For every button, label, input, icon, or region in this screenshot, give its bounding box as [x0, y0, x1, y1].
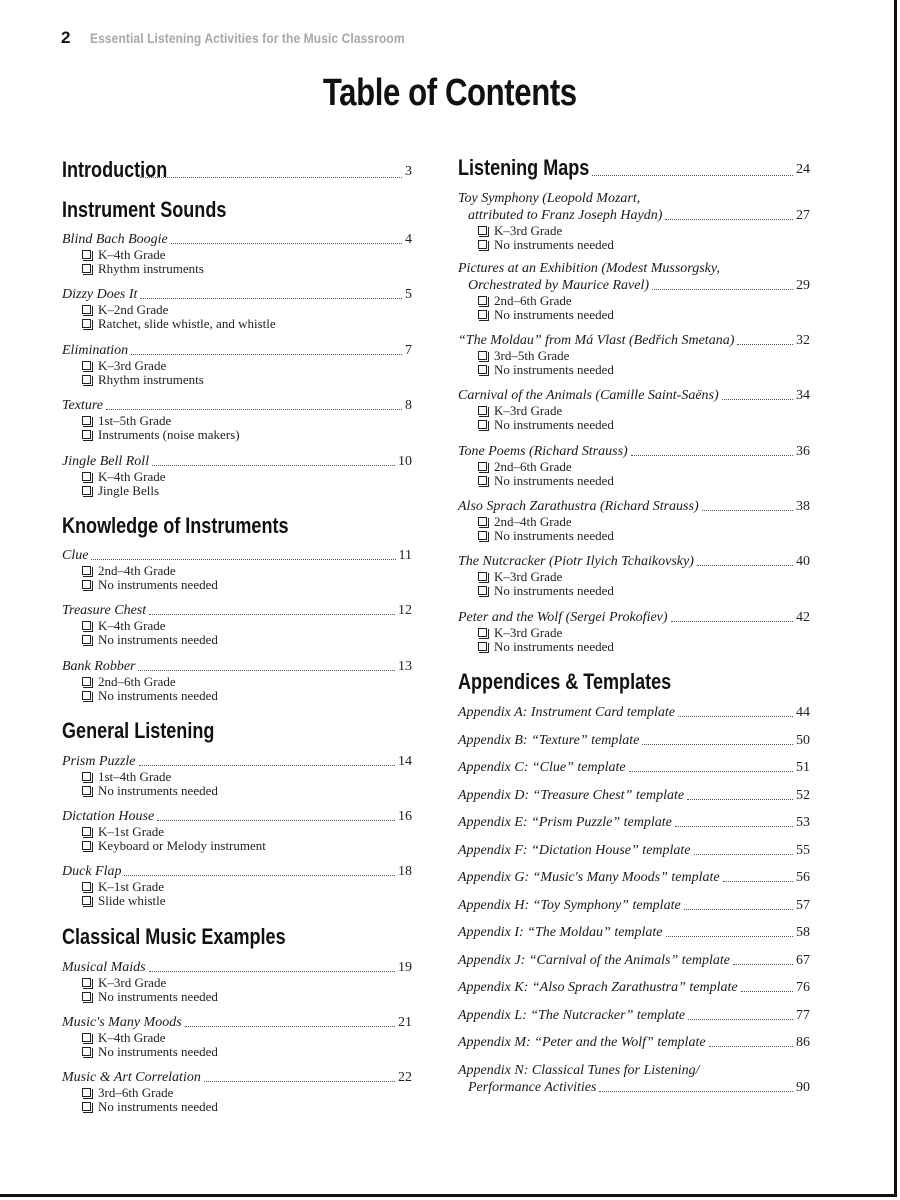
toc-entry-page: 18 — [398, 864, 412, 879]
checkbox-bullet-icon — [82, 1047, 91, 1056]
checkbox-bullet-icon — [82, 486, 91, 495]
checkbox-bullet-icon — [478, 310, 487, 319]
checkbox-bullet-icon — [478, 226, 487, 235]
toc-entry-page: 76 — [796, 980, 810, 995]
section-heading-listening-maps[interactable]: Listening Maps 24 — [458, 155, 810, 180]
dot-leader — [688, 1019, 793, 1020]
toc-entry-appendix-g-music-s-many-moods-template[interactable] — [458, 868, 810, 885]
toc-entry-prism-puzzle[interactable] — [62, 752, 412, 797]
toc-entry-title: Appendix L: “The Nutcracker” template — [458, 1007, 686, 1023]
section-heading-introduction[interactable]: Introduction 3 — [62, 157, 412, 182]
toc-entry-detail: No instruments needed — [458, 639, 810, 653]
dot-leader — [91, 559, 395, 560]
toc-entry-title: Prism Puzzle — [62, 754, 136, 769]
checkbox-bullet-icon — [82, 250, 91, 259]
toc-entry-music-s-many-moods[interactable] — [62, 1013, 412, 1058]
toc-entry-detail: K–2nd Grade — [62, 302, 412, 316]
toc-entry-detail: 2nd–6th Grade — [458, 459, 810, 473]
toc-entry-detail: K–4th Grade — [62, 247, 412, 261]
toc-entry-title: Musical Maids — [62, 960, 146, 975]
checkbox-bullet-icon — [478, 420, 487, 429]
checkbox-bullet-icon — [478, 531, 487, 540]
toc-entry-title: Dictation House — [62, 809, 155, 824]
toc-entry-detail: Instruments (noise makers) — [62, 427, 412, 441]
toc-entry-jingle-bell-roll[interactable] — [62, 452, 412, 497]
toc-entry-title: Music's Many Moods — [62, 1015, 182, 1030]
dot-leader — [665, 219, 793, 220]
toc-entry-title: Dizzy Does It — [62, 287, 138, 302]
toc-entry-title-cont: attributed to Franz Joseph Haydn) — [468, 208, 663, 223]
checkbox-bullet-icon — [478, 240, 487, 249]
toc-entry-appendix-m-peter-and-the-wolf-template[interactable] — [458, 1033, 810, 1050]
toc-entry-detail: K–3rd Grade — [458, 223, 810, 237]
toc-entry-carnival-of-the-animals-camille-saint-sa[interactable] — [458, 386, 810, 431]
toc-entry-detail: K–3rd Grade — [62, 358, 412, 372]
toc-entry-page: 51 — [796, 760, 810, 775]
dot-leader — [139, 765, 396, 766]
checkbox-bullet-icon — [82, 1088, 91, 1097]
toc-entry-music-art-correlation[interactable] — [62, 1068, 412, 1113]
toc-entry-appendix-e-prism-puzzle-template[interactable] — [458, 813, 810, 830]
toc-entry-page: 10 — [398, 454, 412, 469]
checkbox-bullet-icon — [478, 296, 487, 305]
dot-leader — [697, 565, 793, 566]
dot-leader — [185, 1026, 395, 1027]
toc-entry-detail: 1st–4th Grade — [62, 769, 412, 783]
toc-entry-appendix-h-toy-symphony-template[interactable] — [458, 896, 810, 913]
toc-entry-detail: K–4th Grade — [62, 469, 412, 483]
dot-leader — [666, 936, 793, 937]
section-heading-instrument-sounds: Instrument Sounds — [62, 197, 227, 222]
toc-entry-title: Jingle Bell Roll — [62, 454, 150, 469]
toc-entry-elimination[interactable] — [62, 341, 412, 386]
toc-entry-title: Appendix D: “Treasure Chest” template — [458, 787, 685, 803]
toc-entry-detail: No instruments needed — [62, 1044, 412, 1058]
toc-entry-title: “The Moldau” from Má Vlast (Bedřich Smetana) — [458, 333, 735, 348]
toc-entry-page: 7 — [405, 343, 412, 358]
checkbox-bullet-icon — [82, 992, 91, 1001]
dot-leader — [737, 344, 793, 345]
dot-leader — [157, 820, 395, 821]
toc-entry-detail: Jingle Bells — [62, 483, 412, 497]
toc-entry-page: 38 — [796, 499, 810, 514]
toc-entry-detail: K–4th Grade — [62, 618, 412, 632]
section-heading-general-listening: General Listening — [62, 718, 215, 743]
toc-entry-detail: Keyboard or Melody instrument — [62, 838, 412, 852]
toc-entry-title: Peter and the Wolf (Sergei Prokofiev) — [458, 610, 668, 625]
toc-entry-clue[interactable] — [62, 546, 412, 591]
dot-leader — [709, 1046, 793, 1047]
toc-entry-title: Blind Bach Boogie — [62, 232, 168, 247]
dot-leader — [106, 409, 402, 410]
checkbox-bullet-icon — [82, 896, 91, 905]
toc-entry-appendix-j-carnival-of-the-animals-templ[interactable] — [458, 951, 810, 968]
dot-leader — [138, 670, 395, 671]
dot-leader — [642, 744, 793, 745]
toc-entry-page: 13 — [398, 659, 412, 674]
dot-leader — [675, 826, 793, 827]
toc-entry-appendix-b-texture-template[interactable] — [458, 731, 810, 748]
toc-entry-title: Carnival of the Animals (Camille Saint-Saëns) — [458, 388, 719, 403]
toc-entry-page: 90 — [796, 1079, 810, 1095]
page-number: 2 — [61, 28, 71, 47]
toc-entry-page: 16 — [398, 809, 412, 824]
checkbox-bullet-icon — [82, 264, 91, 273]
toc-entry-page: 36 — [796, 444, 810, 459]
toc-entry-detail: No instruments needed — [458, 307, 810, 321]
toc-entry-detail: K–1st Grade — [62, 824, 412, 838]
toc-entry-musical-maids[interactable] — [62, 958, 412, 1003]
toc-entry-detail: No instruments needed — [458, 362, 810, 376]
toc-entry-detail: No instruments needed — [62, 632, 412, 646]
toc-entry-peter-and-the-wolf-sergei-prokofiev[interactable] — [458, 608, 810, 653]
toc-entry-appendix-n-classical-tunes-for-listening[interactable] — [458, 1061, 810, 1095]
checkbox-bullet-icon — [82, 882, 91, 891]
toc-entry-appendix-k-also-sprach-zarathustra-templ[interactable] — [458, 978, 810, 995]
dot-leader — [629, 771, 793, 772]
toc-entry-detail: 2nd–4th Grade — [458, 514, 810, 528]
toc-entry-title: Appendix K: “Also Sprach Zarathustra” template — [458, 980, 738, 995]
toc-entry-detail: Ratchet, slide whistle, and whistle — [62, 316, 412, 330]
toc-entry-title: Bank Robber — [62, 659, 136, 674]
checkbox-bullet-icon — [82, 361, 91, 370]
toc-entry-detail: 2nd–6th Grade — [62, 674, 412, 688]
toc-entry-page: 29 — [796, 278, 810, 293]
toc-entry-detail: Rhythm instruments — [62, 372, 412, 386]
toc-entry-treasure-chest[interactable] — [62, 601, 412, 646]
toc-entry-page: 53 — [796, 815, 810, 830]
checkbox-bullet-icon — [82, 416, 91, 425]
dot-leader — [741, 991, 793, 992]
toc-entry-detail: 3rd–6th Grade — [62, 1085, 412, 1099]
dot-leader — [687, 799, 793, 800]
toc-entry-detail: K–3rd Grade — [458, 569, 810, 583]
dot-leader — [733, 964, 793, 965]
toc-entry-appendix-d-treasure-chest-template[interactable] — [458, 786, 810, 803]
toc-entry-duck-flap[interactable] — [62, 862, 412, 907]
checkbox-bullet-icon — [82, 621, 91, 630]
toc-entry-title: Elimination — [62, 343, 129, 358]
toc-entry-title: Appendix M: “Peter and the Wolf” template — [458, 1035, 706, 1050]
toc-entry-page: 57 — [796, 897, 810, 913]
dot-leader — [149, 971, 395, 972]
page-header — [61, 28, 456, 48]
toc-entry-title: Toy Symphony (Leopold Mozart, — [458, 191, 641, 206]
toc-entry-title: Also Sprach Zarathustra (Richard Strauss) — [458, 499, 699, 514]
toc-entry-title: Appendix G: “Music's Many Moods” template — [458, 870, 720, 885]
checkbox-bullet-icon — [82, 827, 91, 836]
toc-entry-page: 11 — [398, 548, 412, 563]
toc-entry-title: Appendix F: “Dictation House” template — [458, 842, 691, 858]
dot-leader — [671, 621, 793, 622]
book-title: Essential Listening Activities for the Music Classroom — [90, 30, 406, 46]
toc-entry-also-sprach-zarathustra-richard-strauss[interactable] — [458, 497, 810, 542]
toc-entry-title: Music & Art Correlation — [62, 1070, 201, 1085]
toc-entry-page: 8 — [405, 398, 412, 413]
checkbox-bullet-icon — [82, 319, 91, 328]
toc-entry-dizzy-does-it[interactable] — [62, 285, 412, 330]
toc-entry-page: 14 — [398, 754, 412, 769]
toc-entry-page: 32 — [796, 333, 810, 348]
toc-entry-page: 5 — [405, 287, 412, 302]
toc-entry-detail: 3rd–5th Grade — [458, 348, 810, 362]
toc-entry-title-cont: Orchestrated by Maurice Ravel) — [468, 278, 650, 293]
checkbox-bullet-icon — [82, 1102, 91, 1111]
checkbox-bullet-icon — [478, 628, 487, 637]
checkbox-bullet-icon — [478, 586, 487, 595]
checkbox-bullet-icon — [478, 351, 487, 360]
toc-entry-page: 77 — [796, 1007, 810, 1023]
checkbox-bullet-icon — [82, 566, 91, 575]
toc-entry-bank-robber[interactable] — [62, 657, 412, 702]
toc-entry-detail: K–1st Grade — [62, 879, 412, 893]
dot-leader — [204, 1081, 395, 1082]
toc-entry-title: Tone Poems (Richard Strauss) — [458, 444, 628, 459]
toc-entry-appendix-a-instrument-card-template[interactable] — [458, 703, 810, 720]
toc-entry-detail: No instruments needed — [62, 577, 412, 591]
toc-entry-detail: K–3rd Grade — [458, 625, 810, 639]
toc-entry-page: 19 — [398, 960, 412, 975]
toc-entry-detail: 2nd–6th Grade — [458, 293, 810, 307]
checkbox-bullet-icon — [478, 572, 487, 581]
toc-entry-title: Pictures at an Exhibition (Modest Mussorgsky, — [458, 261, 720, 276]
toc-entry-detail: No instruments needed — [62, 989, 412, 1003]
toc-entry-detail: K–3rd Grade — [458, 403, 810, 417]
toc-entry-page: 52 — [796, 787, 810, 803]
toc-entry-dictation-house[interactable] — [62, 807, 412, 852]
toc-entry-tone-poems-richard-strauss[interactable] — [458, 442, 810, 487]
toc-entry-page: 40 — [796, 554, 810, 569]
toc-entry-title: Appendix A: Instrument Card template — [458, 705, 675, 720]
toc-entry-title: Appendix C: “Clue” template — [458, 760, 626, 775]
checkbox-bullet-icon — [82, 978, 91, 987]
toc-entry-the-nutcracker-piotr-ilyich-tchaikovsky[interactable] — [458, 552, 810, 597]
toc-entry-title: Appendix J: “Carnival of the Animals” template — [458, 952, 730, 968]
toc-entry-page: 44 — [796, 705, 810, 720]
toc-entry-title: Treasure Chest — [62, 603, 147, 618]
toc-entry-title: Appendix N: Classical Tunes for Listening/ — [458, 1062, 700, 1078]
toc-entry-appendix-f-dictation-house-template[interactable] — [458, 841, 810, 858]
dot-leader — [723, 881, 793, 882]
dot-leader — [684, 909, 793, 910]
section-heading-knowledge-of-instruments: Knowledge of Instruments — [62, 513, 289, 538]
toc-entry-page: 12 — [398, 603, 412, 618]
checkbox-bullet-icon — [82, 691, 91, 700]
toc-entry-page: 22 — [398, 1070, 412, 1085]
checkbox-bullet-icon — [478, 462, 487, 471]
checkbox-bullet-icon — [478, 642, 487, 651]
toc-entry-detail: No instruments needed — [62, 688, 412, 702]
checkbox-bullet-icon — [82, 772, 91, 781]
dot-leader — [652, 289, 793, 290]
toc-entry-title: Texture — [62, 398, 103, 413]
toc-entry-detail: No instruments needed — [458, 528, 810, 542]
dot-leader — [702, 510, 793, 511]
toc-entry-detail: K–3rd Grade — [62, 975, 412, 989]
checkbox-bullet-icon — [82, 1033, 91, 1042]
dot-leader — [124, 875, 395, 876]
toc-entry-blind-bach-boogie[interactable] — [62, 230, 412, 275]
page-title: Table of Contents — [323, 72, 577, 114]
checkbox-bullet-icon — [82, 305, 91, 314]
toc-entry-pictures-at-an-exhibition-modest-mussorg[interactable] — [458, 259, 810, 321]
checkbox-bullet-icon — [478, 365, 487, 374]
dot-leader — [694, 854, 793, 855]
toc-entry-title: Appendix I: “The Moldau” template — [458, 925, 663, 940]
checkbox-bullet-icon — [82, 635, 91, 644]
toc-entry-page: 58 — [796, 925, 810, 940]
toc-entry-title: The Nutcracker (Piotr Ilyich Tchaikovsky) — [458, 554, 694, 569]
toc-entry-page: 55 — [796, 842, 810, 858]
toc-entry-detail: Slide whistle — [62, 893, 412, 907]
toc-entry-detail: 1st–5th Grade — [62, 413, 412, 427]
dot-leader — [140, 298, 402, 299]
dot-leader — [631, 455, 793, 456]
toc-entry-detail: Rhythm instruments — [62, 261, 412, 275]
toc-entry-detail: No instruments needed — [62, 783, 412, 797]
toc-entry-appendix-c-clue-template[interactable] — [458, 758, 810, 775]
dot-leader — [131, 354, 402, 355]
checkbox-bullet-icon — [82, 580, 91, 589]
toc-entry-detail: No instruments needed — [458, 417, 810, 431]
toc-entry-appendix-l-the-nutcracker-template[interactable] — [458, 1006, 810, 1023]
toc-entry-the-moldau-from-m-vlast-bed-ich-smetana[interactable] — [458, 331, 810, 376]
toc-entry-page: 27 — [796, 208, 810, 223]
toc-entry-detail: K–4th Grade — [62, 1030, 412, 1044]
toc-entry-detail: No instruments needed — [458, 237, 810, 251]
dot-leader — [599, 1091, 793, 1092]
toc-entry-page: 42 — [796, 610, 810, 625]
toc-entry-title: Duck Flap — [62, 864, 122, 879]
checkbox-bullet-icon — [82, 472, 91, 481]
toc-entry-page: 34 — [796, 388, 810, 403]
toc-entry-toy-symphony-leopold-mozart[interactable] — [458, 189, 810, 251]
checkbox-bullet-icon — [82, 375, 91, 384]
section-heading-classical-music-examples: Classical Music Examples — [62, 924, 286, 949]
toc-entry-page: 86 — [796, 1035, 810, 1050]
checkbox-bullet-icon — [82, 786, 91, 795]
checkbox-bullet-icon — [478, 406, 487, 415]
toc-entry-page: 56 — [796, 870, 810, 885]
dot-leader — [152, 465, 395, 466]
toc-entry-detail: No instruments needed — [62, 1099, 412, 1113]
toc-entry-title-cont: Performance Activities — [468, 1079, 597, 1095]
dot-leader — [722, 399, 793, 400]
toc-entry-title: Appendix H: “Toy Symphony” template — [458, 897, 681, 913]
toc-entry-page: 4 — [405, 232, 412, 247]
toc-entry-detail: No instruments needed — [458, 473, 810, 487]
toc-entry-title: Clue — [62, 548, 89, 563]
toc-entry-page: 50 — [796, 732, 810, 748]
section-heading-appendices-templates: Appendices & Templates — [458, 669, 672, 694]
checkbox-bullet-icon — [478, 517, 487, 526]
toc-entry-page: 67 — [796, 952, 810, 968]
toc-entry-texture[interactable] — [62, 396, 412, 441]
checkbox-bullet-icon — [82, 677, 91, 686]
toc-entry-title: Appendix E: “Prism Puzzle” template — [458, 815, 672, 830]
toc-entry-detail: No instruments needed — [458, 583, 810, 597]
toc-entry-page: 21 — [398, 1015, 412, 1030]
toc-entry-appendix-i-the-moldau-template[interactable] — [458, 923, 810, 940]
checkbox-bullet-icon — [82, 841, 91, 850]
toc-entry-title: Appendix B: “Texture” template — [458, 732, 640, 748]
dot-leader — [678, 716, 793, 717]
checkbox-bullet-icon — [478, 476, 487, 485]
dot-leader — [149, 614, 395, 615]
dot-leader — [171, 243, 402, 244]
toc-entry-detail: 2nd–4th Grade — [62, 563, 412, 577]
checkbox-bullet-icon — [82, 430, 91, 439]
